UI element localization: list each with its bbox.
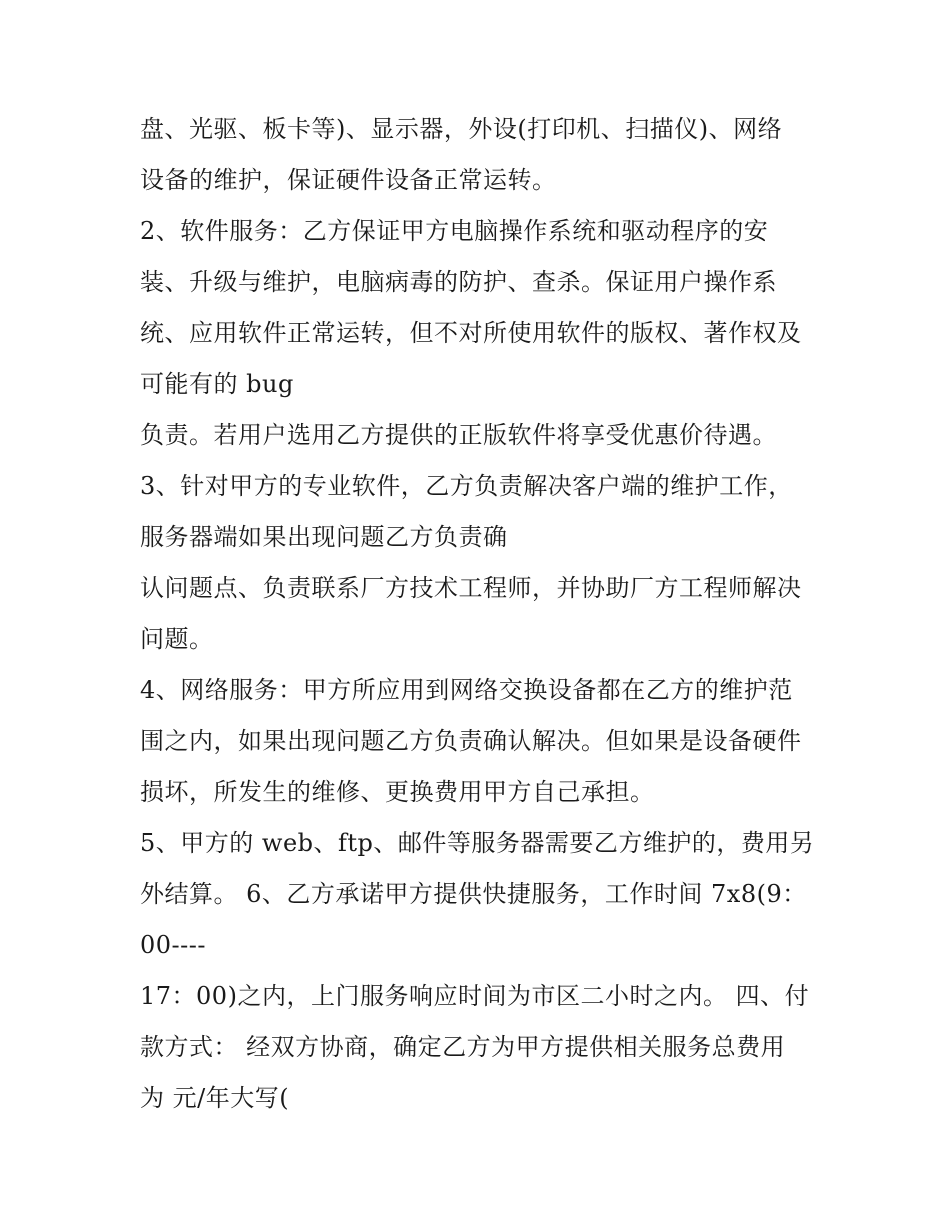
text-line: 盘、光驱、板卡等)、显示器，外设(打印机、扫描仪)、网络 xyxy=(140,115,783,143)
text-line: 5、甲方的 web、ftp、邮件等服务器需要乙方维护的，费用另 xyxy=(140,829,815,857)
text-line: 装、升级与维护，电脑病毒的防护、查杀。保证用户操作系 xyxy=(140,268,777,296)
text-line: 为 元/年大写( xyxy=(140,1084,290,1112)
text-line: 2、软件服务：乙方保证甲方电脑操作系统和驱动程序的安 xyxy=(140,217,769,245)
text-line: 围之内，如果出现问题乙方负责确认解决。但如果是设备硬件 xyxy=(140,727,802,755)
text-line: 认问题点、负责联系厂方技术工程师，并协助厂方工程师解决 xyxy=(140,574,802,602)
text-line: 损坏，所发生的维修、更换费用甲方自己承担。 xyxy=(140,778,655,806)
text-line: 服务器端如果出现问题乙方负责确 xyxy=(140,523,508,551)
text-line: 款方式： 经双方协商，确定乙方为甲方提供相关服务总费用 xyxy=(140,1033,786,1061)
text-line: 设备的维护，保证硬件设备正常运转。 xyxy=(140,166,557,194)
text-line: 外结算。 6、乙方承诺甲方提供快捷服务，工作时间 7x8(9： xyxy=(140,880,807,908)
body-text xyxy=(140,104,830,1124)
text-line: 可能有的 bug xyxy=(140,370,294,398)
text-line: 4、网络服务：甲方所应用到网络交换设备都在乙方的维护范 xyxy=(140,676,793,704)
text-line: 3、针对甲方的专业软件，乙方负责解决客户端的维护工作， xyxy=(140,472,793,500)
text-line: 负责。若用户选用乙方提供的正版软件将享受优惠价待遇。 xyxy=(140,421,777,449)
text-line: 问题。 xyxy=(140,625,214,653)
text-line: 统、应用软件正常运转，但不对所使用软件的版权、著作权及 xyxy=(140,319,802,347)
text-line: 17：00)之内，上门服务响应时间为市区二小时之内。 四、付 xyxy=(140,982,810,1010)
text-line: 00---- xyxy=(140,931,206,959)
